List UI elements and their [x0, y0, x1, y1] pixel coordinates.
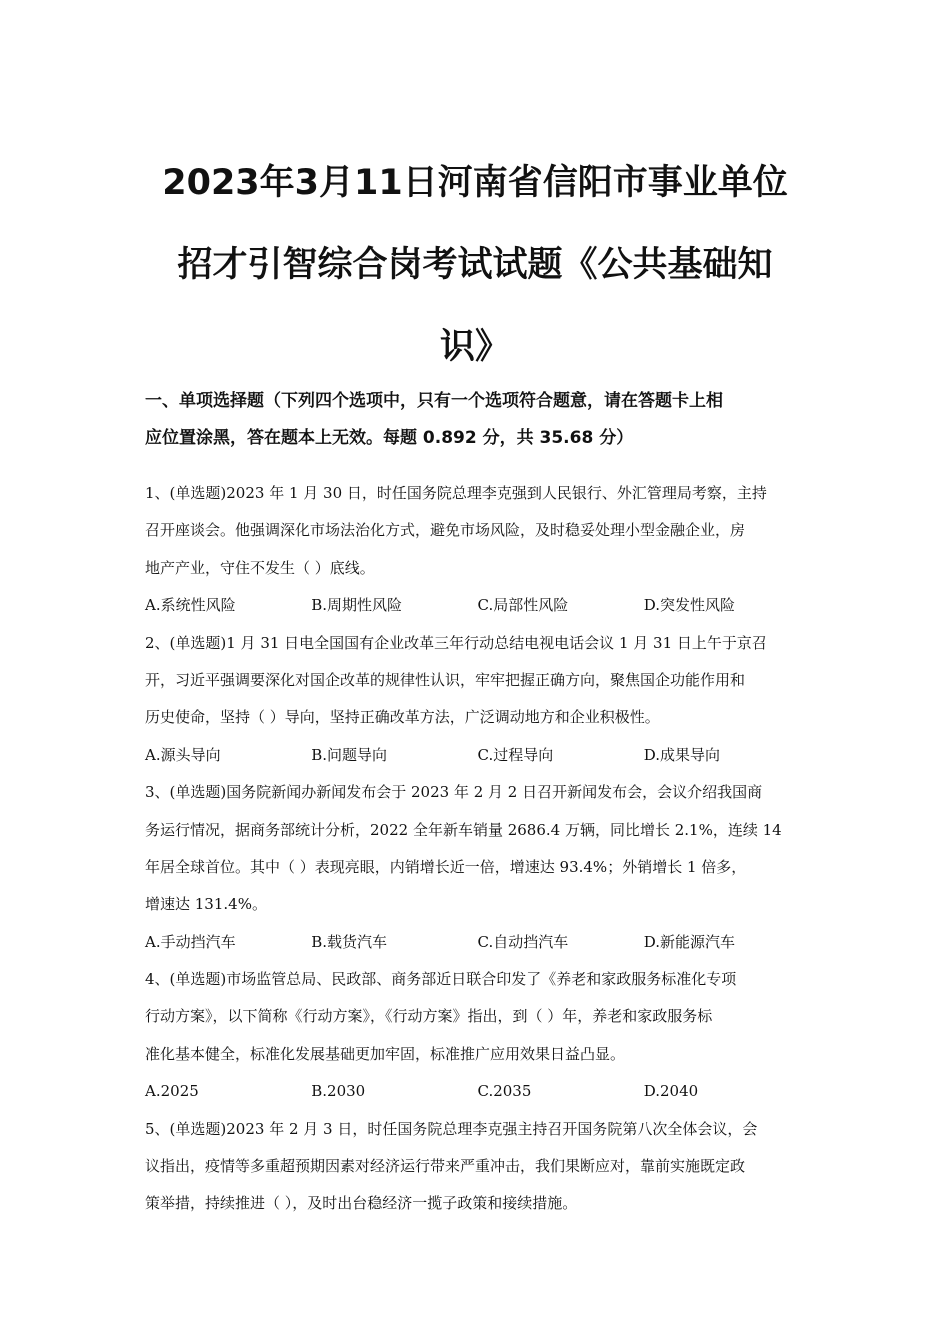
- question-text-line: 增速达 131.4%。: [145, 895, 267, 914]
- option-d: D.2040: [643, 1082, 699, 1101]
- question-4: [145, 961, 810, 1111]
- document-title: [120, 142, 830, 388]
- option-b: B.周期性风险: [311, 596, 403, 615]
- question-text-line: 行动方案》，以下简称《行动方案》，《行动方案》指出，到（ ）年，养老和家政服务标: [145, 1007, 713, 1026]
- question-text-line: 5、(单选题)2023 年 2 月 3 日，时任国务院总理李克强主持召开国务院第八次全体会议，会: [145, 1119, 758, 1138]
- option-row: [145, 924, 810, 961]
- question-text-line: 准化基本健全，标准化发展基础更加牢固，标准推广应用效果日益凸显。: [145, 1044, 626, 1063]
- question-text-line: 议指出，疫情等多重超预期因素对经济运行带来严重冲击，我们果断应对，靠前实施既定政: [145, 1157, 746, 1176]
- option-c: C.过程导向: [477, 745, 554, 764]
- question-text-line: 2、(单选题)1 月 31 日电全国国有企业改革三年行动总结电视电话会议 1 月 31 日上午于京召: [145, 633, 767, 652]
- option-a: A.手动挡汽车: [145, 932, 236, 951]
- option-b: B.2030: [311, 1082, 366, 1101]
- title-line: 招才引智综合岗考试试题《公共基础知: [177, 245, 773, 285]
- option-row: [145, 737, 810, 774]
- question-text-line: 年居全球首位。其中（ ）表现亮眼，内销增长近一倍，增速达 93.4%；外销增长 1 倍多，: [145, 857, 747, 876]
- question-text-line: 地产产业，守住不发生（ ）底线。: [145, 558, 375, 577]
- question-2: [145, 625, 810, 775]
- question-5: [145, 1111, 810, 1223]
- title-line: 2023年3月11日河南省信阳市事业单位: [162, 163, 788, 203]
- option-b: B.问题导向: [311, 745, 388, 764]
- question-text-line: 开，习近平强调要深化对国企改革的规律性认识，牢牢把握正确方向，聚焦国企功能作用和: [145, 670, 746, 689]
- section-heading-line: 应位置涂黑，答在题本上无效。每题 0.892 分，共 35.68 分）: [145, 428, 634, 448]
- option-a: A.2025: [145, 1082, 199, 1101]
- option-d: D.突发性风险: [643, 596, 736, 615]
- question-text-line: 4、(单选题)市场监管总局、民政部、商务部近日联合印发了《养老和家政服务标准化专项: [145, 970, 737, 989]
- option-c: C.局部性风险: [477, 596, 569, 615]
- option-c: C.2035: [477, 1082, 532, 1101]
- question-text-line: 召开座谈会。他强调深化市场法治化方式，避免市场风险，及时稳妥处理小型金融企业，房: [145, 521, 746, 540]
- question-list: [145, 475, 810, 1223]
- section-heading: [145, 383, 810, 457]
- option-row: [145, 587, 810, 624]
- option-b: B.载货汽车: [311, 932, 388, 951]
- question-text-line: 历史使命，坚持（ ）导向，坚持正确改革方法，广泛调动地方和企业积极性。: [145, 708, 660, 727]
- question-text-line: 1、(单选题)2023 年 1 月 30 日，时任国务院总理李克强到人民银行、外汇管理局考察，主持: [145, 484, 767, 502]
- option-d: D.新能源汽车: [643, 932, 736, 951]
- option-c: C.自动挡汽车: [477, 932, 569, 951]
- option-d: D.成果导向: [643, 745, 721, 764]
- option-a: A.源头导向: [145, 745, 221, 764]
- question-text-line: 3、(单选题)国务院新闻办新闻发布会于 2023 年 2 月 2 日召开新闻发布会，会议介绍我国商: [145, 783, 763, 802]
- question-3: [145, 774, 810, 961]
- question-text-line: 策举措，持续推进（ ），及时出台稳经济一揽子政策和接续措施。: [145, 1194, 578, 1213]
- question-1: [145, 475, 810, 625]
- title-line: 识》: [439, 327, 510, 367]
- option-a: A.系统性风险: [145, 596, 236, 615]
- question-text-line: 务运行情况，据商务部统计分析，2022 全年新车销量 2686.4 万辆，同比增长 2.1%，连续 14: [145, 820, 782, 839]
- section-heading-line: 一、单项选择题（下列四个选项中，只有一个选项符合题意，请在答题卡上相: [145, 391, 723, 411]
- option-row: [145, 1073, 810, 1110]
